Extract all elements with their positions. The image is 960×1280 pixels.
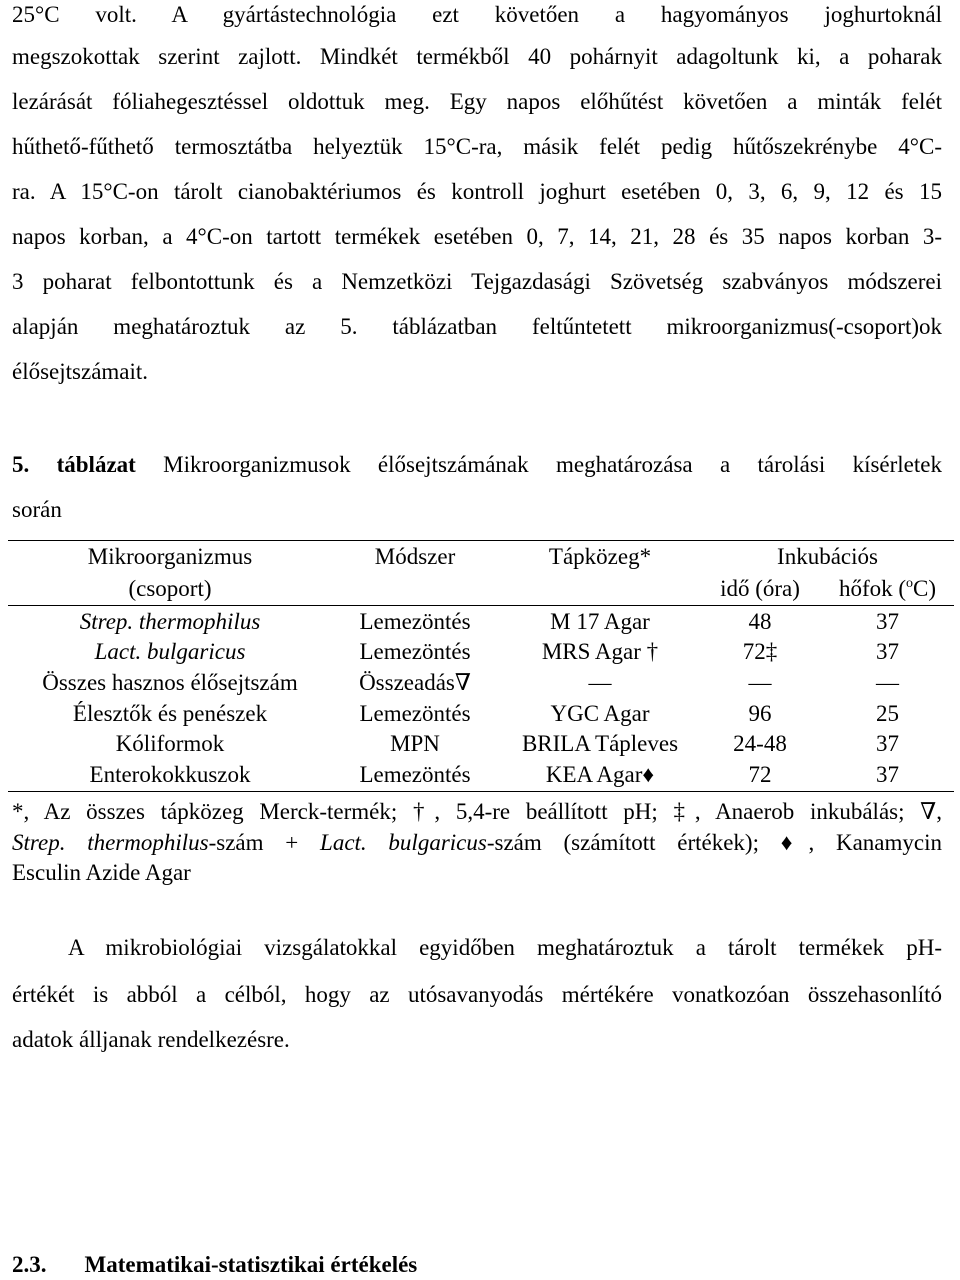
header-method: Módszer — [374, 544, 456, 569]
cell-temp: 37 — [876, 762, 899, 787]
table-top-rule — [8, 540, 954, 541]
table-caption-text: Mikroorganizmusok élősejtszámának meghatározása a tárolási kísérletek — [163, 452, 942, 477]
outro-line: adatok álljanak rendelkezésre. — [12, 1027, 290, 1052]
intro-line: megszokottak szerint zajlott. Mindkét termékből 40 pohárnyit adagoltunk ki, a poharak — [12, 44, 942, 69]
cell-method: MPN — [390, 731, 440, 756]
table-bottom-rule — [8, 791, 954, 792]
cell-medium: MRS Agar † — [541, 639, 659, 664]
cell-organism: Kóliformok — [115, 731, 225, 756]
cell-temp: 37 — [876, 731, 899, 756]
intro-line: 25°C volt. A gyártástechnológia ezt követően a hagyományos joghurtoknál — [12, 2, 942, 27]
table-caption-line — [12, 450, 942, 480]
intro-line: hűthető-fűthető termosztátba helyeztük 15°C-ra, másik felét pedig hűtőszekrénybe 4°C- — [12, 134, 942, 159]
cell-temp: 37 — [876, 609, 899, 634]
cell-time: 72‡ — [742, 639, 778, 664]
intro-line: 3 poharat felbontottunk és a Nemzetközi Tejgazdasági Szövetség szabványos módszerei — [12, 269, 942, 294]
cell-medium: KEA Agar♦ — [545, 762, 655, 787]
cell-method: Lemezöntés — [359, 609, 471, 634]
footnote-line: Strep. thermophilus-szám + Lact. bulgaricus-szám (számított értékek); ♦, Kanamycin — [12, 830, 943, 855]
cell-medium: — — [588, 670, 612, 695]
header-time: idő (óra) — [720, 576, 800, 601]
cell-medium: M 17 Agar — [550, 609, 650, 634]
cell-time: — — [748, 670, 772, 695]
footnote-line: Esculin Azide Agar — [12, 860, 191, 885]
header-incubation: Inkubációs — [777, 544, 878, 569]
table-header-rule — [8, 605, 954, 606]
cell-organism: Élesztők és penészek — [72, 701, 268, 726]
cell-method: Lemezöntés — [359, 701, 471, 726]
cell-time: 48 — [748, 609, 772, 634]
outro-line: értékét is abból a célból, hogy az utósavanyodás mértékére vonatkozóan összehasonlító — [12, 982, 942, 1007]
cell-organism: Enterokokkuszok — [89, 762, 251, 787]
cell-temp: 37 — [876, 639, 899, 664]
intro-line: ra. A 15°C-on tárolt cianobaktériumos és kontroll joghurt esetében 0, 3, 6, 9, 12 és 15 — [12, 179, 942, 204]
header-medium: Tápközeg* — [548, 544, 652, 569]
cell-organism: Összes hasznos élősejtszám — [42, 670, 298, 695]
intro-line: élősejtszámait. — [12, 359, 149, 384]
outro-line: A mikrobiológiai vizsgálatokkal egyidőben meghatároztuk a tárolt termékek pH- — [68, 935, 942, 960]
intro-line: napos korban, a 4°C-on tartott termékek esetében 0, 7, 14, 21, 28 és 35 napos korban 3- — [12, 224, 942, 249]
header-organism-line1: Mikroorganizmus — [87, 544, 253, 569]
section-title: Matematikai-statisztikai értékelés — [84, 1252, 418, 1277]
intro-line: alapján meghatároztuk az 5. táblázatban feltűntetett mikroorganizmus(-csoport)ok — [12, 314, 942, 339]
header-organism-line2: (csoport) — [128, 576, 212, 601]
cell-temp: — — [876, 670, 899, 695]
cell-method: Lemezöntés — [359, 639, 471, 664]
cell-medium: BRILA Tápleves — [521, 731, 679, 756]
section-heading — [12, 1250, 942, 1280]
cell-time: 72 — [748, 762, 772, 787]
footnote-line: *, Az összes tápközeg Merck-termék; †, 5,4-re beállított pH; ‡, Anaerob inkubálás; ∇, — [12, 799, 942, 824]
section-number: 2.3. — [12, 1252, 47, 1277]
cell-organism: Lact. bulgaricus — [94, 639, 246, 664]
cell-temp: 25 — [876, 701, 899, 726]
cell-method: Összeadás∇ — [359, 670, 471, 695]
cell-method: Lemezöntés — [359, 762, 471, 787]
header-temp: hőfok ($^o$C) — [838, 576, 937, 601]
cell-time: 24-48 — [733, 731, 787, 756]
intro-line: lezárását fóliahegesztéssel oldottuk meg. Egy napos előhűtést követően a minták felét — [12, 89, 942, 114]
cell-time: 96 — [748, 701, 772, 726]
table-caption-label: 5. táblázat — [12, 452, 136, 477]
cell-organism: Strep. thermophilus — [79, 609, 261, 634]
table-caption-line: során — [12, 497, 62, 522]
cell-medium: YGC Agar — [550, 701, 650, 726]
